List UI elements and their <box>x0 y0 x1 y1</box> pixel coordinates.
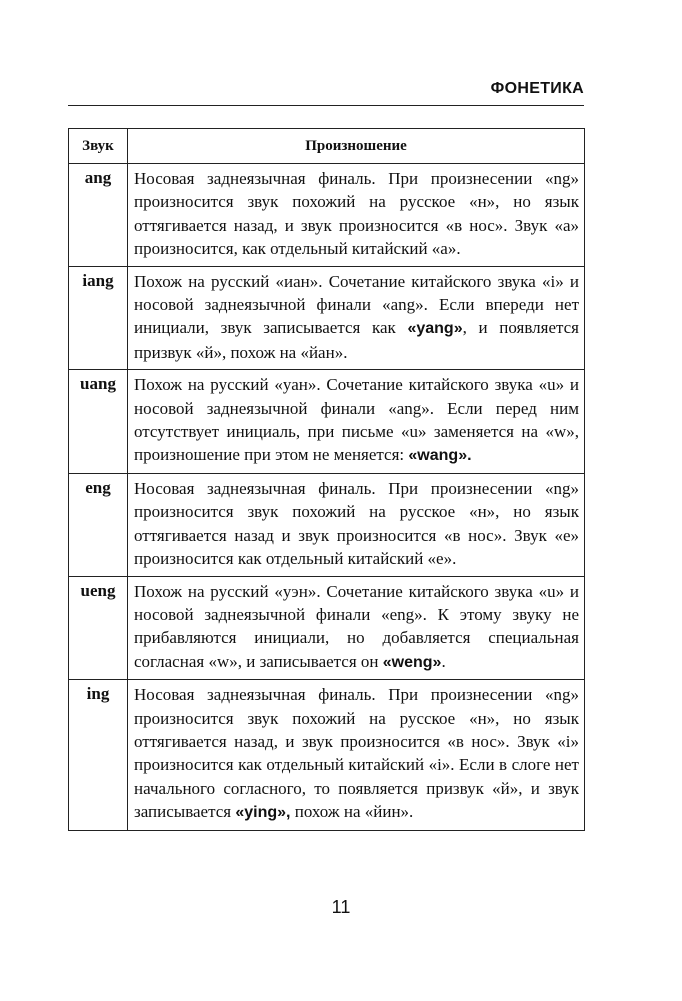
sound-cell: eng <box>69 473 128 576</box>
description-text: . <box>441 651 446 671</box>
description-text: , и появляется призвук «й», похож на «йан». <box>134 318 579 362</box>
pinyin-spelling: «yang» <box>407 320 463 338</box>
pronunciation-cell <box>128 266 585 370</box>
pinyin-spelling: «weng» <box>382 653 442 671</box>
description-text: Похож на русский «уэн». Сочетание китайского звука «u» и носовой заднеязычной финали «eng». К этому звуку не прибавляются инициали, но добавляется специальная согласная «w», и записывается он <box>134 581 579 671</box>
sound-cell: ang <box>69 164 128 267</box>
column-header-pronunciation: Произношение <box>128 129 585 164</box>
description-text: Носовая заднеязычная финаль. При произнесении «ng» произносится звук похожий на русское «н», но язык оттягивается назад, и звук произносится «в нос». Звук «a» произносится, как отдельный китайский «a». <box>134 169 579 259</box>
sound-cell: ing <box>69 680 128 830</box>
pronunciation-cell <box>128 164 585 267</box>
description-text: Похож на русский «иан». Сочетание китайского звука «i» и носовой заднеязычной финали «ang». Если впереди нет инициали, звук записывается как <box>134 271 579 338</box>
table-row <box>69 266 585 370</box>
sound-cell: ueng <box>69 576 128 680</box>
pronunciation-cell <box>128 576 585 680</box>
sound-cell: iang <box>69 266 128 370</box>
table-row <box>69 680 585 830</box>
description-text: похож на «йин». <box>290 802 414 822</box>
header-divider <box>68 105 584 106</box>
page-number: 11 <box>331 897 351 917</box>
table-body <box>69 164 585 831</box>
pinyin-spelling: «wang». <box>408 447 472 465</box>
pronunciation-cell <box>128 680 585 830</box>
table-header-row <box>69 129 585 164</box>
pronunciation-cell <box>128 473 585 576</box>
pronunciation-table <box>68 128 585 831</box>
column-header-sound: Звук <box>69 129 128 164</box>
pinyin-spelling: «ying», <box>235 804 291 822</box>
running-header-title: ФОНЕТИКА <box>490 80 584 97</box>
description-text: Похож на русский «уан». Сочетание китайского звука «u» и носовой заднеязычной финали «ang». Если перед ним отсутствует инициаль, при письме «u» заменяется на «w», произношение при этом не меняется: <box>134 375 579 465</box>
table-row <box>69 370 585 474</box>
pronunciation-cell <box>128 370 585 474</box>
sound-cell: uang <box>69 370 128 474</box>
table-row <box>69 164 585 267</box>
table-row <box>69 576 585 680</box>
description-text: Носовая заднеязычная финаль. При произнесении «ng» произносится звук похожий на русское «н», но язык оттягивается назад, и звук произносится «в нос». Звук «i» произносится как отдельный китайский «i». Если в слоге нет начального согласного, то появляется призвук «й», и звук записывается <box>134 685 579 822</box>
description-text: Носовая заднеязычная финаль. При произнесении «ng» произносится звук похожий на русское «н», но язык оттягивается назад и звук произносится «в нос». Звук «e» произносится как отдельный китайский «e». <box>134 478 579 569</box>
table-row <box>69 473 585 576</box>
